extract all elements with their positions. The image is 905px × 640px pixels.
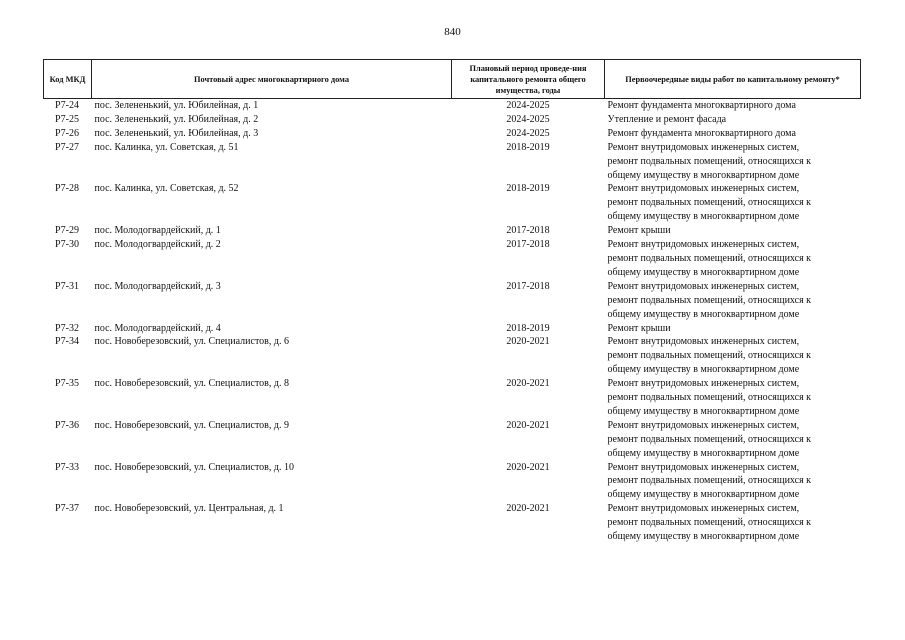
table-header: [44, 60, 861, 99]
row-period-cell: 2017-2018: [506, 239, 550, 251]
row-works-cell: [605, 335, 861, 377]
row-works-cell: [605, 461, 861, 503]
table-row: [44, 127, 861, 141]
works-line: Утепление и ремонт фасада: [607, 113, 727, 125]
row-code-cell: Р7-35: [55, 378, 79, 390]
page-number: 840: [444, 26, 461, 38]
table-row: [44, 280, 861, 322]
row-code-cell: Р7-26: [55, 127, 79, 139]
works-line: Ремонт внутридомовых инженерных систем,: [607, 280, 800, 292]
works-line: общему имуществу в многоквартирном доме: [607, 405, 800, 417]
works-line: общему имуществу в многоквартирном доме: [607, 364, 800, 376]
works-line: общему имуществу в многоквартирном доме: [607, 447, 800, 459]
table-body: [44, 99, 861, 545]
row-works-cell: [605, 182, 861, 224]
row-code-cell: Р7-30: [55, 239, 79, 251]
row-address-cell: пос. Зелененький, ул. Юбилейная, д. 2: [94, 113, 259, 125]
row-period-cell: 2020-2021: [506, 336, 550, 348]
works-line: ремонт подвальных помещений, относящихся к: [607, 155, 812, 167]
row-address-cell: пос. Молодогвардейский, д. 3: [94, 280, 221, 292]
works-line: ремонт подвальных помещений, относящихся к: [607, 517, 812, 529]
row-code-cell: Р7-29: [55, 225, 79, 237]
row-works-cell: [605, 99, 861, 113]
works-line: Ремонт крыши: [607, 322, 671, 334]
works-line: общему имуществу в многоквартирном доме: [607, 266, 800, 278]
row-address-cell: пос. Новоберезовский, ул. Специалистов, д. 8: [94, 378, 289, 390]
works-line: ремонт подвальных помещений, относящихся к: [607, 197, 812, 209]
row-works-cell: [605, 224, 861, 238]
row-period-cell: 2017-2018: [506, 225, 550, 237]
works-line: Ремонт фундамента многоквартирного дома: [607, 100, 796, 111]
header-period: Плановый период проведе-ния капитального ремонта общего имущества, годы: [452, 60, 605, 99]
row-address-cell: пос. Молодогвардейский, д. 4: [94, 322, 221, 334]
row-period-cell: 2018-2019: [506, 322, 550, 334]
capital-repair-table: [43, 59, 861, 544]
works-line: Ремонт внутридомовых инженерных систем,: [607, 419, 800, 431]
row-code-cell: Р7-37: [55, 503, 79, 515]
row-works-cell: [605, 280, 861, 322]
row-code-cell: Р7-33: [55, 461, 79, 473]
table-row: [44, 335, 861, 377]
table-row: [44, 419, 861, 461]
works-line: общему имуществу в многоквартирном доме: [607, 531, 800, 543]
works-line: Ремонт внутридомовых инженерных систем,: [607, 503, 800, 515]
row-period-cell: 2020-2021: [506, 503, 550, 515]
works-line: Ремонт внутридомовых инженерных систем,: [607, 378, 800, 390]
header-address: Почтовый адрес многоквартирного дома: [92, 60, 452, 99]
works-line: Ремонт внутридомовых инженерных систем,: [607, 461, 800, 473]
row-period-cell: 2020-2021: [506, 461, 550, 473]
header-row: [44, 60, 861, 99]
row-code-cell: Р7-32: [55, 322, 79, 334]
table-row: [44, 224, 861, 238]
row-code-cell: Р7-25: [55, 113, 79, 125]
row-address-cell: пос. Новоберезовский, ул. Специалистов, д. 9: [94, 419, 289, 431]
row-code-cell: Р7-31: [55, 280, 79, 292]
works-line: Ремонт фундамента многоквартирного дома: [607, 127, 796, 139]
works-line: Ремонт внутридомовых инженерных систем,: [607, 141, 800, 153]
row-address-cell: пос. Новоберезовский, ул. Специалистов, д. 6: [94, 336, 289, 348]
row-works-cell: [605, 419, 861, 461]
row-address-cell: пос. Молодогвардейский, д. 1: [94, 225, 221, 237]
works-line: ремонт подвальных помещений, относящихся к: [607, 392, 812, 404]
table-row: [44, 99, 861, 113]
row-works-cell: [605, 113, 861, 127]
row-address-cell: пос. Молодогвардейский, д. 2: [94, 239, 221, 251]
header-code: Код МКД: [44, 60, 92, 99]
works-line: ремонт подвальных помещений, относящихся к: [607, 294, 812, 306]
row-period-cell: 2017-2018: [506, 280, 550, 292]
works-line: общему имуществу в многоквартирном доме: [607, 308, 800, 320]
row-period-cell: 2018-2019: [506, 141, 550, 153]
works-line: Ремонт внутридомовых инженерных систем,: [607, 183, 800, 195]
works-line: Ремонт внутридомовых инженерных систем,: [607, 336, 800, 348]
works-line: Ремонт внутридомовых инженерных систем,: [607, 239, 800, 251]
table-row: [44, 182, 861, 224]
row-period-cell: 2024-2025: [506, 127, 550, 139]
row-period-cell: 2018-2019: [506, 183, 550, 195]
works-line: общему имуществу в многоквартирном доме: [607, 169, 800, 181]
table-row: [44, 141, 861, 183]
row-code-cell: Р7-36: [55, 419, 79, 431]
table-row: [44, 238, 861, 280]
row-address-cell: пос. Калинка, ул. Советская, д. 51: [94, 141, 239, 153]
row-works-cell: [605, 377, 861, 419]
row-address-cell: пос. Калинка, ул. Советская, д. 52: [94, 183, 239, 195]
row-works-cell: [605, 502, 861, 544]
row-address-cell: пос. Новоберезовский, ул. Специалистов, д. 10: [94, 461, 294, 473]
row-address-cell: пос. Новоберезовский, ул. Центральная, д. 1: [94, 503, 284, 515]
row-works-cell: [605, 322, 861, 336]
table-row: [44, 113, 861, 127]
row-address-cell: пос. Зелененький, ул. Юбилейная, д. 3: [94, 127, 259, 139]
row-period-cell: 2020-2021: [506, 419, 550, 431]
row-code-cell: Р7-27: [55, 141, 79, 153]
works-line: Ремонт крыши: [607, 225, 671, 237]
works-line: общему имуществу в многоквартирном доме: [607, 211, 800, 223]
header-works: Первоочередные виды работ по капитальному ремонту*: [605, 60, 861, 99]
row-works-cell: [605, 238, 861, 280]
row-address-cell: пос. Зелененький, ул. Юбилейная, д. 1: [94, 100, 259, 111]
works-line: ремонт подвальных помещений, относящихся к: [607, 252, 812, 264]
works-line: ремонт подвальных помещений, относящихся к: [607, 433, 812, 445]
row-code-cell: Р7-24: [55, 100, 79, 111]
works-line: ремонт подвальных помещений, относящихся к: [607, 350, 812, 362]
row-code-cell: Р7-34: [55, 336, 79, 348]
row-works-cell: [605, 141, 861, 183]
table-row: [44, 502, 861, 544]
row-period-cell: 2024-2025: [506, 113, 550, 125]
table-row: [44, 322, 861, 336]
row-period-cell: 2020-2021: [506, 378, 550, 390]
works-line: ремонт подвальных помещений, относящихся к: [607, 475, 812, 487]
row-works-cell: [605, 127, 861, 141]
row-period-cell: 2024-2025: [506, 100, 550, 111]
works-line: общему имуществу в многоквартирном доме: [607, 489, 800, 501]
row-code-cell: Р7-28: [55, 183, 79, 195]
table-row: [44, 461, 861, 503]
table-row: [44, 377, 861, 419]
